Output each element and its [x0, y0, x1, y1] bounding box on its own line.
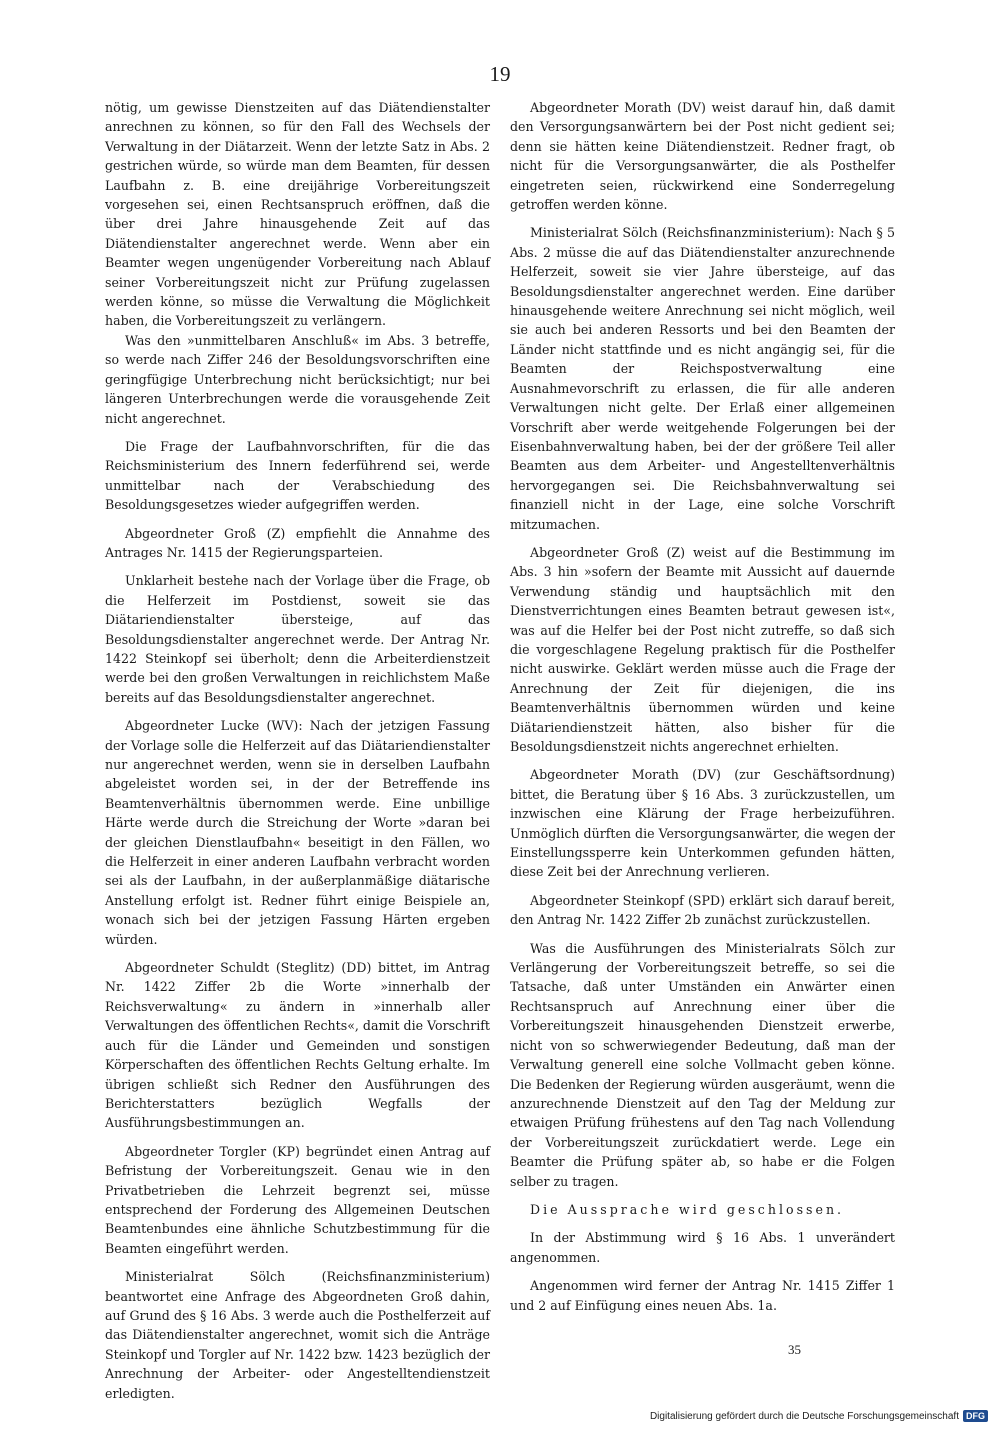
paragraph: Abgeordneter Steinkopf (SPD) erklärt sich darauf bereit, den Antrag Nr. 1422 Ziffer 2b zunächst zurückzustellen.	[510, 892, 895, 928]
digitization-credit	[650, 1410, 988, 1422]
credit-text: Digitalisierung gefördert durch die Deutsche Forschungsgemeinschaft	[649, 1410, 959, 1422]
paragraph: Abgeordneter Schuldt (Steglitz) (DD) bittet, im Antrag Nr. 1422 Ziffer 2b die Worte »innerhalb der Reichsverwaltung« zu ändern in »innerhalb aller Verwaltungen des öffentlichen Rechts«, damit die Vorschrift auch für die Länder und Gemeinden und sonstigen Körperschaften des öffentlichen Rechts Geltung erhalte. Im übrigen schließt sich Redner den Ausführungen des Berichterstatters bezüglich Wegfalls der Ausführungsbestimmungen an.	[105, 960, 490, 1131]
right-column	[510, 98, 895, 1324]
paragraph: nötig, um gewisse Dienstzeiten auf das Diätendienstalter anrechnen zu können, so für den Fall des Wechsels der Verwaltung in der Diätarzeit. Wenn der letzte Satz in Abs. 2 gestrichen würde, so würde man dem Beamten, für dessen Laufbahn z. B. eine dreijährige Vorbereitungszeit vorgesehen sei, einen Rechtsanspruch eröffnen, daß die über drei Jahre hinausgehende Zeit auf das Diätendienstalter angerechnet werde. Wenn aber ein Beamter wegen ungenügender Vorbereitung nach Ablauf seiner Vorbereitungszeit nicht zur Prüfung zugelassen werden könne, so müsse die Verwaltung die Möglichkeit haben, die Vorbereitungszeit zu verlängern.	[105, 100, 490, 329]
page-number: 19	[489, 62, 511, 86]
paragraph: Abgeordneter Groß (Z) weist auf die Bestimmung im Abs. 3 hin »sofern der Beamte mit Aussicht auf dauernde Verwendung ständig und hauptsächlich mit den Dienstverrichtungen eines Beamten betraut gewesen ist«, was auf die Helfer bei der Post nicht zutreffe, so daß sich die vorgeschlagene Regelung praktisch für die Posthelfer nicht auswirke. Geklärt werden müsse auch die Frage der Anrechnung der Zeit für diejenigen, die ins Beamtenverhältnis übernommen würden und keine Diätariendienstzeit hätten, also bisher für die Besoldungsdienstzeit nichts angerechnet erhielten.	[510, 544, 895, 754]
paragraph: Unklarheit bestehe nach der Vorlage über die Frage, ob die Helferzeit im Postdienst, soweit sie das Diätariendienstalter übersteige, auf das Besoldungsdienstalter angerechnet werde. Der Antrag Nr. 1422 Steinkopf sei überholt; denn die Arbeiterdienstzeit werde bei den großen Verwaltungen in reichlichstem Maße bereits auf das Besoldungsdienstalter angerechnet.	[105, 573, 490, 705]
left-column	[105, 98, 490, 1412]
paragraph: Abgeordneter Morath (DV) weist darauf hin, daß damit den Versorgungsanwärtern bei der Post nicht gedient sei; denn sie hätten keine Diätendienstzeit. Redner fragt, ob nicht für die Versorgungsanwärter, die als Posthelfer eingetreten seien, rückwirkend eine Sonderregelung getroffen werden könne.	[510, 100, 895, 213]
paragraph: Ministerialrat Sölch (Reichsfinanzministerium) beantwortet eine Anfrage des Abgeordneten Groß dahin, auf Grund des § 16 Abs. 3 werde auch die Posthelferzeit auf das Diätendienstalter angerechnet, womit sich die Anträge Steinkopf und Torgler auf Nr. 1422 bzw. 1423 bezüglich der Anrechnung der Arbeiter- oder Angestelltendienstzeit erledigten.	[105, 1269, 490, 1401]
paragraph: Was den »unmittelbaren Anschluß« im Abs. 3 betreffe, so werde nach Ziffer 246 der Besoldungsvorschriften eine geringfügige Unterbrechung nicht berücksichtigt; nur bei längeren Unterbrechungen werde die vorausgehende Zeit nicht angerechnet.	[105, 332, 490, 426]
paragraph: Was die Ausführungen des Ministerialrats Sölch zur Verlängerung der Vorbereitungszeit betreffe, so sei die Tatsache, daß unter Umständen ein Anwärter einen Rechtsanspruch auf Anrechnung einer über die Vorbereitungszeit hinausgehenden Dienstzeit erwerbe, nicht von so schwerwiegender Bedeutung, daß man der Verwaltung generell eine solche Vollmacht geben könne. Die Bedenken der Regierung würden ausgeräumt, wenn die anzurechnende Dienstzeit auf den Tag der Meldung zur etwaigen Prüfung frühestens auf den Tag nach Vollendung der Vorbereitungszeit zurückdatiert werde. Lege ein Beamter die Prüfung später ab, so habe er die Folgen selber zu tragen.	[510, 940, 895, 1189]
paragraph: Ministerialrat Sölch (Reichsfinanzministerium): Nach § 5 Abs. 2 müsse die auf das Diätendienstalter anzurechnende Helferzeit, soweit sie vier Jahre übersteige, auf das Besoldungsdienstalter angerechnet werden. Eine darüber hinausgehende weitere Anrechnung sei nicht möglich, weil sie auch bei anderen Ressorts und bei den Beamten der Länder nicht stattfinde und es nicht angängig sei, für die Beamten der Reichspostverwaltung eine Ausnahmevorschrift zu erlassen, die für alle anderen Verwaltungen nicht gelte. Der Erlaß einer allgemeinen Vorschrift aber werde weitgehende Folgerungen bei der Eisenbahnverwaltung haben, bei der der größere Teil aller Beamten aus dem Arbeiter- und Angestelltenverhältnis hervorgegangen sei. Die Reichsbahnverwaltung sei finanziell nicht in der Lage, eine solche Vorschrift mitzumachen.	[510, 225, 895, 532]
signature-mark: 35	[788, 1342, 801, 1357]
paragraph: Abgeordneter Torgler (KP) begründet einen Antrag auf Befristung der Vorbereitungszeit. Genau wie in den Privatbetrieben die Lehrzeit begrenzt sei, müsse entsprechend der Forderung des Allgemeinen Deutschen Beamtenbundes eine ähnliche Schutzbestimmung für die Beamten eingeführt werden.	[105, 1143, 490, 1256]
paragraph: Abgeordneter Lucke (WV): Nach der jetzigen Fassung der Vorlage solle die Helferzeit auf das Diätariendienstalter nur angerechnet werden, wenn sie in derselben Laufbahn abgeleistet worden sei, in der der Betreffende ins Beamtenverhältnis übernommen werde. Eine unbillige Härte werde durch die Streichung der Worte »daran bei der gleichen Dienstlaufbahn« beseitigt in den Fällen, wo die Helferzeit in einer anderen Laufbahn verbracht worden sei als der Laufbahn, in der außerplanmäßige diätarische Anstellung erfolgt ist. Redner führt einige Beispiele an, wonach sich bei der jetzigen Fassung Härten ergeben würden.	[105, 718, 490, 947]
closing-statement: Die Aussprache wird geschlossen.	[530, 1201, 845, 1217]
paragraph: Abgeordneter Morath (DV) (zur Geschäftsordnung) bittet, die Beratung über § 16 Abs. 3 zurückzustellen, um inzwischen eine Klärung der Frage herbeizuführen. Unmöglich dürften die Versorgungsanwärter, die wegen der Einstellungssperre kein Unterkommen gefunden hätten, diese Zeit bei der Anrechnung verlieren.	[510, 767, 895, 880]
vote-result: In der Abstimmung wird § 16 Abs. 1 unverändert angenommen.	[510, 1230, 895, 1265]
dfg-logo: DFG	[963, 1410, 988, 1422]
paragraph: Die Frage der Laufbahnvorschriften, für die das Reichsministerium des Innern federführend sei, werde unmittelbar nach der Verabschiedung des Besoldungsgesetzes wieder aufgegriffen werden.	[105, 438, 490, 513]
vote-result: Angenommen wird ferner der Antrag Nr. 1415 Ziffer 1 und 2 auf Einfügung eines neuen Abs. 1a.	[510, 1278, 895, 1313]
paragraph: Abgeordneter Groß (Z) empfiehlt die Annahme des Antrages Nr. 1415 der Regierungsparteien.	[105, 525, 490, 560]
